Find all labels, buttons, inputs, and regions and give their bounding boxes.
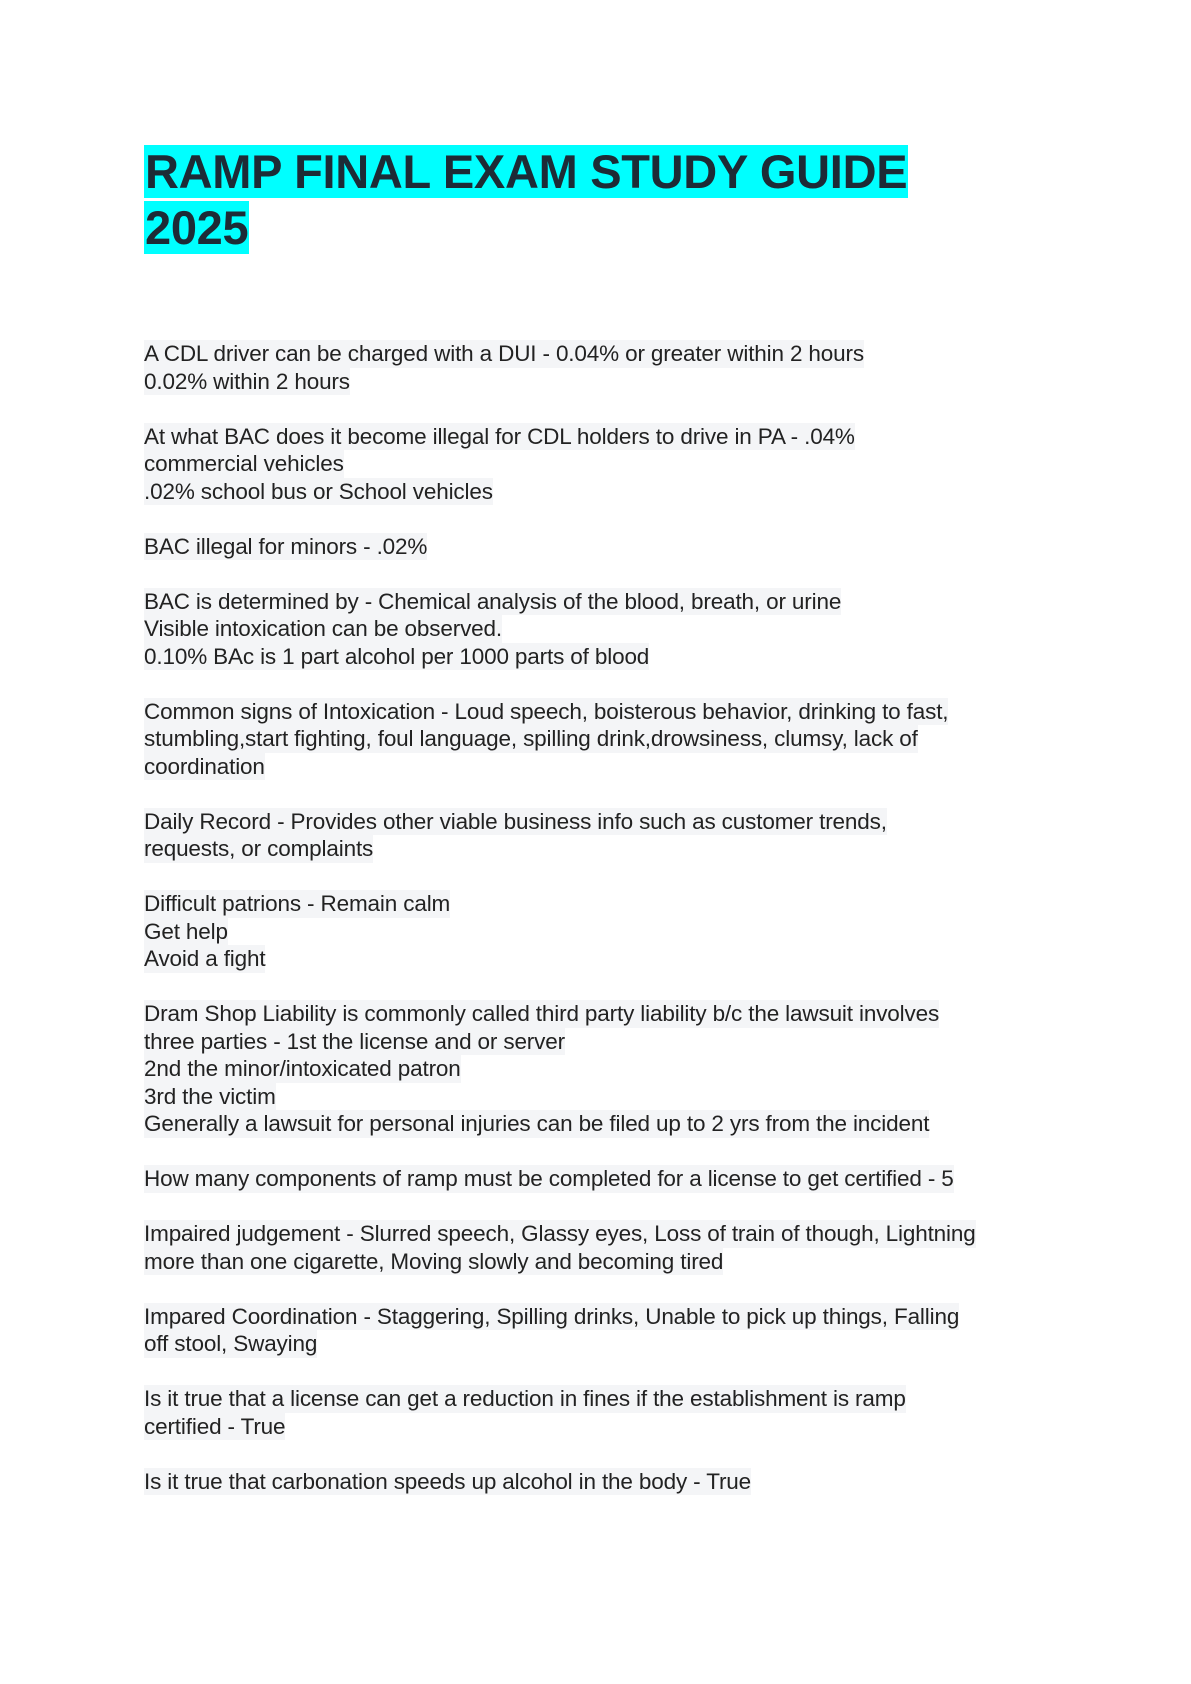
document-page <box>144 144 1064 1523</box>
entry-line: How many components of ramp must be completed for a license to get certified - 5 <box>144 1166 954 1191</box>
study-entry <box>144 1165 1064 1193</box>
entry-line: A CDL driver can be charged with a DUI - 0.04% or greater within 2 hours <box>144 341 864 366</box>
entry-line: At what BAC does it become illegal for CDL holders to drive in PA - .04% <box>144 423 855 449</box>
entry-line: Is it true that carbonation speeds up alcohol in the body - True <box>144 1468 752 1494</box>
entry-line: 3rd the victim <box>144 1083 276 1109</box>
entry-line: 0.10% BAc is 1 part alcohol per 1000 parts of blood <box>144 643 650 669</box>
entry-line: more than one cigarette, Moving slowly and becoming tired <box>144 1248 724 1274</box>
study-entry <box>144 423 1064 506</box>
entry-line: coordination <box>144 753 265 779</box>
study-entry <box>144 808 1064 863</box>
entry-line: 2nd the minor/intoxicated patron <box>144 1056 461 1081</box>
document-title <box>144 144 1064 256</box>
entry-line: Visible intoxication can be observed. <box>144 616 503 641</box>
entry-line: stumbling,start fighting, foul language, spilling drink,drowsiness, clumsy, lack of <box>144 726 918 751</box>
study-entry <box>144 890 1064 973</box>
entry-line: three parties - 1st the license and or server <box>144 1028 565 1054</box>
entry-line: Is it true that a license can get a reduction in fines if the establishment is ramp <box>144 1386 906 1411</box>
entry-line: Get help <box>144 918 228 944</box>
entry-line: certified - True <box>144 1413 286 1439</box>
study-entries <box>144 340 1064 1495</box>
title-highlight <box>144 145 908 254</box>
study-entry <box>144 533 1064 561</box>
study-entry <box>144 1000 1064 1138</box>
entry-line: .02% school bus or School vehicles <box>144 478 493 504</box>
entry-line: Impaired judgement - Slurred speech, Glassy eyes, Loss of train of though, Lightning <box>144 1221 976 1246</box>
entry-line: Dram Shop Liability is commonly called third party liability b/c the lawsuit involves <box>144 1001 940 1026</box>
entry-line: Common signs of Intoxication - Loud speech, boisterous behavior, drinking to fast, <box>144 698 949 724</box>
entry-line: off stool, Swaying <box>144 1331 318 1356</box>
entry-line: Impared Coordination - Staggering, Spilling drinks, Unable to pick up things, Falling <box>144 1303 960 1329</box>
study-entry <box>144 340 1064 395</box>
entry-line: Daily Record - Provides other viable business info such as customer trends, <box>144 808 887 834</box>
title-line: RAMP FINAL EXAM STUDY GUIDE <box>145 145 908 198</box>
study-entry <box>144 1303 1064 1358</box>
entry-line: Difficult patrions - Remain calm <box>144 891 451 916</box>
study-entry <box>144 588 1064 671</box>
entry-line: requests, or complaints <box>144 836 374 861</box>
entry-line: BAC is determined by - Chemical analysis of the blood, breath, or urine <box>144 588 842 614</box>
entry-line: commercial vehicles <box>144 451 344 476</box>
entry-line: Generally a lawsuit for personal injuries can be filed up to 2 yrs from the incident <box>144 1111 930 1136</box>
study-entry <box>144 1468 1064 1496</box>
entry-line: BAC illegal for minors - .02% <box>144 533 428 559</box>
study-entry <box>144 1220 1064 1275</box>
study-entry <box>144 1385 1064 1440</box>
study-entry <box>144 698 1064 781</box>
entry-line: 0.02% within 2 hours <box>144 368 350 394</box>
entry-line: Avoid a fight <box>144 946 266 971</box>
title-line: 2025 <box>145 201 249 254</box>
